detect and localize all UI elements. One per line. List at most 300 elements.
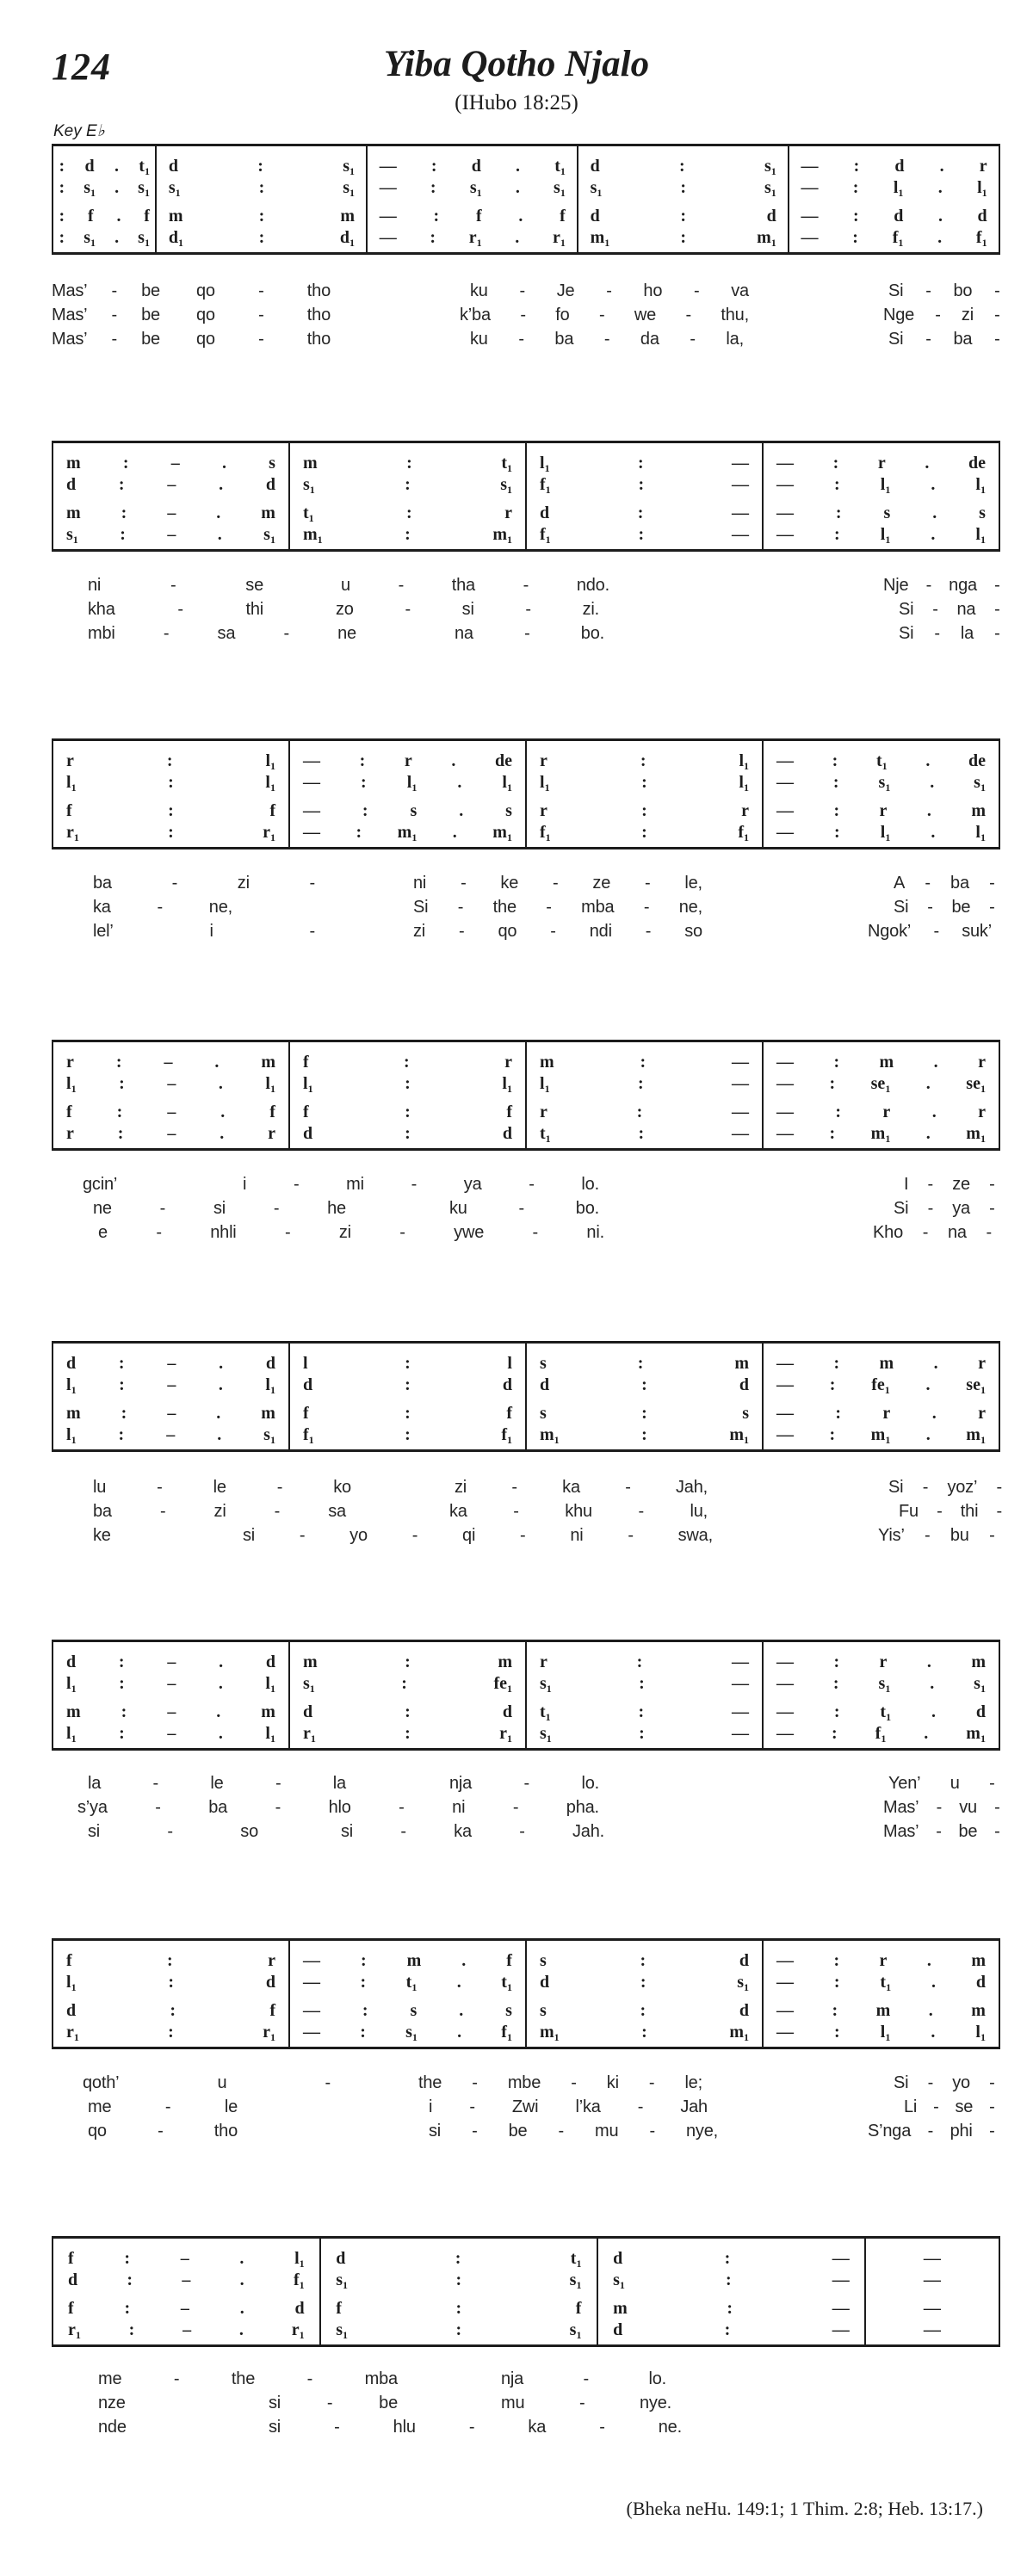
voice-line <box>290 772 525 794</box>
solfa-token: — <box>732 475 749 494</box>
lyric-syllable: - <box>525 600 531 619</box>
lyric-segment <box>341 1819 604 1844</box>
lyric-syllable: ni <box>88 576 102 595</box>
solfa-token: : <box>168 823 174 842</box>
solfa-token: $m_1$ <box>540 2023 560 2043</box>
lyric-syllable: - <box>309 874 315 893</box>
lyric-syllable: Jah, <box>675 1478 708 1497</box>
lyric-syllable: mu <box>595 2122 619 2140</box>
solfa-token: — <box>923 2299 941 2318</box>
voice-line <box>764 1972 999 1993</box>
solfa-token: $l_1$ <box>66 1674 77 1695</box>
lyric-syllable: sa <box>217 624 236 643</box>
solfa-token: d <box>975 1702 986 1721</box>
solfa-token: d <box>502 1702 512 1721</box>
solfa-token: . <box>931 2023 936 2042</box>
lyric-segment <box>878 1523 995 1547</box>
measure-cell <box>762 1642 999 1748</box>
lyric-segment <box>52 327 160 351</box>
solfa-token: f <box>506 1404 512 1423</box>
solfa-token: . <box>931 525 936 544</box>
voice-line <box>53 751 288 772</box>
solfa-token: : <box>258 228 265 247</box>
lyric-syllable: Nge <box>883 306 915 324</box>
voice-line <box>290 1723 525 1745</box>
lyric-syllable: Si <box>888 1478 904 1497</box>
solfa-token: : <box>360 1951 367 1970</box>
voice-line <box>53 2248 319 2270</box>
lyric-syllable: the <box>492 898 516 917</box>
lyric-line <box>0 1172 1033 1196</box>
lyric-syllable: vu <box>959 1798 977 1817</box>
lyric-syllable: ba <box>93 874 112 893</box>
lyric-syllable: Mas’ <box>883 1798 919 1817</box>
solfa-token: : <box>725 2270 732 2289</box>
solfa-token: r <box>540 1652 547 1671</box>
lyric-syllable: - <box>927 2122 934 2140</box>
voice-line <box>764 1424 999 1446</box>
measure-cell <box>288 443 525 549</box>
solfa-token: d <box>66 1354 77 1373</box>
voice-line <box>53 1673 288 1695</box>
voice-line <box>764 1702 999 1723</box>
measure-cell <box>53 1344 288 1449</box>
lyric-syllable: so <box>684 922 702 941</box>
voice-line <box>290 1073 525 1095</box>
lyric-syllable: - <box>309 922 315 941</box>
lyric-segment <box>83 2071 331 2095</box>
solfa-token: : <box>679 157 685 176</box>
voice-line <box>764 1374 999 1396</box>
solfa-token: $l_1$ <box>880 525 891 546</box>
solfa-token: – <box>167 1674 176 1693</box>
voice-line <box>527 1723 762 1745</box>
lyric-syllable: e <box>98 1223 108 1242</box>
lyric-syllable: - <box>276 1478 283 1497</box>
lyric-syllable: - <box>511 1478 517 1497</box>
lyric-syllable: bu <box>949 1526 969 1545</box>
lyric-syllable: - <box>177 600 183 619</box>
voice-line <box>368 156 577 177</box>
solfa-token: . <box>216 503 221 522</box>
solfa-token: : <box>641 1404 647 1423</box>
solfa-token: — <box>776 1124 794 1143</box>
lyric-segment <box>899 1499 1002 1523</box>
lyric-syllable: - <box>648 2073 655 2092</box>
measure-cell <box>762 443 999 549</box>
solfa-token: — <box>801 207 819 225</box>
lyric-segment <box>341 573 609 597</box>
solfa-token: : <box>853 157 860 176</box>
lyric-syllable: - <box>925 576 932 595</box>
solfa-token: : <box>724 2320 731 2339</box>
lyric-syllable: si <box>429 2122 442 2140</box>
voice-line <box>527 1424 762 1446</box>
lyric-syllable: - <box>598 306 605 324</box>
solfa-token: $m_1$ <box>492 525 512 546</box>
solfa-token: m <box>168 207 183 225</box>
solfa-token: $s_1$ <box>764 178 776 199</box>
solfa-token: : <box>166 751 173 770</box>
solfa-token: m <box>340 207 355 225</box>
lyric-syllable: ne <box>337 624 356 643</box>
solfa-token: d <box>613 2249 623 2268</box>
lyric-syllable: - <box>258 306 264 324</box>
solfa-token: : <box>637 1074 644 1093</box>
lyric-segment <box>88 2119 238 2143</box>
lyric-syllable: - <box>405 600 411 619</box>
solfa-token: $f_1$ <box>540 823 551 843</box>
lyric-syllable: - <box>159 1502 166 1521</box>
solfa-token: — <box>732 525 749 544</box>
solfa-token: : <box>59 228 65 247</box>
solfa-token: . <box>216 1702 221 1721</box>
lyric-syllable: qoth’ <box>83 2073 120 2092</box>
lyric-syllable: s’ya <box>77 1798 108 1817</box>
lyric-syllable: ka <box>93 898 111 917</box>
solfa-token: : <box>637 503 644 522</box>
lyric-syllable: ya <box>463 1175 482 1194</box>
solfa-token: . <box>925 1425 931 1444</box>
solfa-token: : <box>59 157 65 176</box>
solfa-token: $m_1$ <box>966 1724 986 1745</box>
solfa-token: — <box>801 157 819 176</box>
solfa-token: d <box>540 1375 550 1394</box>
lyric-segment <box>899 621 1000 646</box>
voice-line <box>321 2270 597 2291</box>
solfa-token: f <box>303 1103 309 1121</box>
lyric-syllable: - <box>158 2122 164 2140</box>
solfa-token: $s_1$ <box>613 2270 625 2291</box>
lyric-syllable: bo <box>953 281 973 300</box>
measure-cell <box>762 1941 999 2047</box>
solfa-token: . <box>926 801 931 820</box>
solfa-token: : <box>640 1053 646 1072</box>
solfa-token: $s_1$ <box>974 773 986 794</box>
lyric-syllable: zi <box>213 1502 226 1521</box>
lyric-syllable: tho <box>213 2122 238 2140</box>
solfa-token: : <box>834 475 840 494</box>
solfa-token: . <box>515 228 520 247</box>
solfa-token: . <box>116 207 121 225</box>
solfa-token: $r_1$ <box>552 228 566 249</box>
lyric-syllable: thi <box>960 1502 979 1521</box>
lyric-syllable: - <box>399 1798 405 1817</box>
lyric-segment <box>93 1196 346 1220</box>
lyric-segment <box>449 1196 599 1220</box>
solfa-token: . <box>219 1354 224 1373</box>
solfa-token: $s_1$ <box>84 228 96 249</box>
voice-line <box>764 1102 999 1123</box>
solfa-token: $f_1$ <box>501 1425 512 1446</box>
lyric-segment <box>88 1819 258 1844</box>
solfa-token: – <box>167 525 176 544</box>
solfa-token: . <box>931 1702 936 1721</box>
solfa-token: s <box>410 801 418 820</box>
solfa-token: : <box>853 207 859 225</box>
solfa-token: $l_1$ <box>540 773 550 794</box>
voice-line <box>53 156 155 177</box>
solfa-token: $l_1$ <box>265 1074 275 1095</box>
solfa-token: . <box>926 1652 931 1671</box>
lyric-syllable: le <box>224 2097 238 2116</box>
solfa-token: $r_1$ <box>66 2023 79 2043</box>
lyric-syllable: lo. <box>581 1774 599 1793</box>
solfa-token: s <box>540 2001 547 2020</box>
lyric-syllable: - <box>649 2122 655 2140</box>
lyric-syllable: - <box>935 306 941 324</box>
voice-line <box>527 1353 762 1374</box>
solfa-token: – <box>167 1404 176 1423</box>
solfa-token: f <box>336 2299 342 2318</box>
voice-line <box>290 474 525 496</box>
lyric-line <box>0 871 1033 895</box>
solfa-token: . <box>216 1404 221 1423</box>
lyric-syllable: - <box>523 576 529 595</box>
solfa-token: d <box>67 2270 78 2289</box>
lyric-syllable: mba <box>581 898 615 917</box>
lyric-syllable: - <box>994 330 1000 349</box>
lyric-syllable: yo <box>952 2073 970 2092</box>
solfa-token: r <box>978 1103 986 1121</box>
solfa-token: . <box>239 2249 244 2268</box>
solfa-token: — <box>379 207 397 225</box>
solfa-token: de <box>968 454 986 473</box>
solfa-token: : <box>835 1103 842 1121</box>
solfa-token: r <box>879 1652 888 1671</box>
solfa-token: — <box>732 1702 749 1721</box>
voice-line <box>764 524 999 546</box>
voice-line <box>527 1702 762 1723</box>
voice-line <box>53 1403 288 1424</box>
solfa-token: $s_1$ <box>263 525 275 546</box>
solfa-token: — <box>732 1652 749 1671</box>
lyric-syllable: be <box>508 2122 528 2140</box>
voice-line <box>764 1652 999 1673</box>
voice-line <box>157 177 366 199</box>
solfa-token: $fe_1$ <box>871 1375 890 1396</box>
solfa-token: : <box>833 1053 840 1072</box>
lyric-syllable: - <box>529 1175 535 1194</box>
solfa-token: — <box>776 1652 794 1671</box>
solfa-token: . <box>451 751 456 770</box>
lyric-syllable: - <box>326 2394 333 2412</box>
lyric-line <box>0 1196 1033 1220</box>
lyric-line <box>0 895 1033 919</box>
lyric-syllable: - <box>922 1478 929 1497</box>
voice-line <box>527 524 762 546</box>
solfa-token: — <box>801 178 819 197</box>
lyric-syllable: qo <box>196 306 215 324</box>
solfa-token: s <box>540 1951 547 1970</box>
voice-line <box>527 474 762 496</box>
solfa-token: $l_1$ <box>739 773 749 794</box>
measure-cell <box>53 146 155 252</box>
lyric-syllable: lel’ <box>93 922 114 941</box>
solfa-token: $s_1$ <box>878 1674 891 1695</box>
solfa-token: : <box>360 2023 366 2042</box>
voice-line <box>53 206 155 227</box>
solfa-token: m <box>261 1404 275 1423</box>
solfa-token: $s_1$ <box>500 475 512 496</box>
voice-line <box>290 1424 525 1446</box>
solfa-token: – <box>170 454 180 473</box>
lyric-syllable: - <box>275 1774 281 1793</box>
solfa-token: m <box>498 1652 512 1671</box>
lyric-syllable: Je <box>556 281 575 300</box>
solfa-token: d <box>894 207 904 225</box>
lyric-syllable: si <box>269 2418 281 2437</box>
lyric-segment <box>88 573 263 597</box>
solfa-token: . <box>217 525 222 544</box>
solfa-token: $l_1$ <box>880 475 891 496</box>
notation-system-table <box>52 1938 1000 2049</box>
voice-line <box>321 2320 597 2341</box>
solfa-token: d <box>894 157 905 176</box>
lyric-syllable: zi <box>961 306 974 324</box>
voice-line <box>527 453 762 474</box>
lyric-syllable: Fu <box>899 1502 919 1521</box>
voice-line <box>290 751 525 772</box>
lyric-segment <box>894 871 995 895</box>
lyric-segment <box>904 2095 995 2119</box>
solfa-token: : <box>638 1124 645 1143</box>
lyric-syllable: se <box>245 576 263 595</box>
solfa-token: $l_1$ <box>265 773 275 794</box>
lyric-syllable: - <box>325 2073 331 2092</box>
solfa-token: f <box>303 1053 309 1072</box>
solfa-token: — <box>832 2299 850 2318</box>
measure-cell <box>53 2239 319 2344</box>
solfa-token: : <box>833 1973 840 1992</box>
notation-system-table <box>52 2236 1000 2347</box>
solfa-token: — <box>303 1951 320 1970</box>
solfa-token: — <box>731 454 749 473</box>
lyric-syllable: ze <box>952 1175 970 1194</box>
lyric-syllable: - <box>638 1502 644 1521</box>
lyric-syllable: - <box>989 898 995 917</box>
voice-line <box>764 503 999 524</box>
lyric-syllable: ba <box>208 1798 228 1817</box>
voice-line <box>866 2298 999 2320</box>
lyric-syllable: hlu <box>393 2418 416 2437</box>
lyric-syllable: - <box>306 2369 313 2388</box>
solfa-token: d <box>84 157 95 176</box>
measure-cell <box>288 1941 525 2047</box>
lyric-syllable: i <box>243 1175 247 1194</box>
solfa-token: : <box>124 2249 130 2268</box>
lyric-syllable: zo <box>336 600 354 619</box>
solfa-token: $f_1$ <box>892 228 904 249</box>
solfa-token: — <box>776 2001 794 2020</box>
solfa-token: m <box>879 1053 894 1072</box>
lyric-syllable: ze <box>592 874 611 893</box>
lyric-segment <box>449 1499 708 1523</box>
solfa-token: $r_1$ <box>303 1724 316 1745</box>
lyric-segment <box>98 1220 604 1245</box>
lyric-syllable: - <box>994 600 1000 619</box>
solfa-token: $m_1$ <box>303 525 323 546</box>
solfa-token: : <box>168 2023 174 2042</box>
lyric-line <box>0 2367 1033 2391</box>
lyric-syllable: Mas’ <box>52 306 88 324</box>
lyric-syllable: si <box>461 600 474 619</box>
lyric-syllable: - <box>157 898 163 917</box>
solfa-token: $l_1$ <box>975 823 986 843</box>
lyric-syllable: ke <box>500 874 519 893</box>
solfa-token: – <box>167 1103 176 1121</box>
solfa-token: . <box>515 178 520 197</box>
notation-system-table <box>52 144 1000 255</box>
voice-line <box>764 772 999 794</box>
measure-cell <box>525 1642 762 1748</box>
lyric-segment <box>904 1172 995 1196</box>
lyric-syllable: - <box>553 874 559 893</box>
solfa-token: $fe_1$ <box>493 1674 512 1695</box>
voice-line <box>527 751 762 772</box>
solfa-token: : <box>118 1425 125 1444</box>
lyric-syllable: zi <box>413 922 426 941</box>
lyric-syllable: - <box>512 1798 519 1817</box>
solfa-token: $m_1$ <box>590 228 610 249</box>
solfa-token: d <box>66 1652 77 1671</box>
solfa-token: : <box>360 1973 367 1992</box>
voice-line <box>764 1052 999 1073</box>
solfa-token: : <box>405 1724 411 1743</box>
lyric-line <box>0 919 1033 943</box>
solfa-token: : <box>833 801 840 820</box>
solfa-token: $s_1$ <box>138 178 150 199</box>
solfa-token: r <box>741 801 749 820</box>
voice-line <box>764 1123 999 1145</box>
solfa-token: $s_1$ <box>569 2320 582 2341</box>
solfa-token: : <box>455 2299 462 2318</box>
hymn-number: 124 <box>52 46 111 88</box>
solfa-token: $l_1$ <box>540 1074 550 1095</box>
solfa-token: : <box>359 751 366 770</box>
solfa-token: – <box>167 1074 176 1093</box>
solfa-token: : <box>829 1375 836 1394</box>
voice-line <box>290 822 525 843</box>
voice-line <box>578 227 788 249</box>
lyric-syllable: qi <box>462 1526 476 1545</box>
solfa-token: $d_1$ <box>168 228 183 249</box>
measure-cell <box>319 2239 597 2344</box>
voice-line <box>598 2248 864 2270</box>
solfa-token: $s_1$ <box>303 475 315 496</box>
solfa-token: : <box>258 178 265 197</box>
measure-cell <box>53 741 288 847</box>
lyric-line <box>0 573 1033 597</box>
lyric-syllable: mba <box>364 2369 398 2388</box>
solfa-token: : <box>636 1652 643 1671</box>
solfa-token: — <box>303 801 320 820</box>
solfa-token: — <box>776 823 794 842</box>
solfa-token: $t_1$ <box>570 2249 582 2270</box>
voice-line <box>290 1403 525 1424</box>
solfa-token: : <box>829 1425 836 1444</box>
solfa-token: r <box>504 503 512 522</box>
lyric-syllable: fo <box>555 306 570 324</box>
lyric-segment <box>883 1819 1000 1844</box>
solfa-token: $m_1$ <box>729 2023 749 2043</box>
voice-line <box>290 524 525 546</box>
lyric-syllable: ka <box>449 1502 467 1521</box>
solfa-token: . <box>114 228 120 247</box>
solfa-token: m <box>66 1702 81 1721</box>
lyric-syllable: zi <box>455 1478 467 1497</box>
solfa-token: : <box>833 1652 840 1671</box>
